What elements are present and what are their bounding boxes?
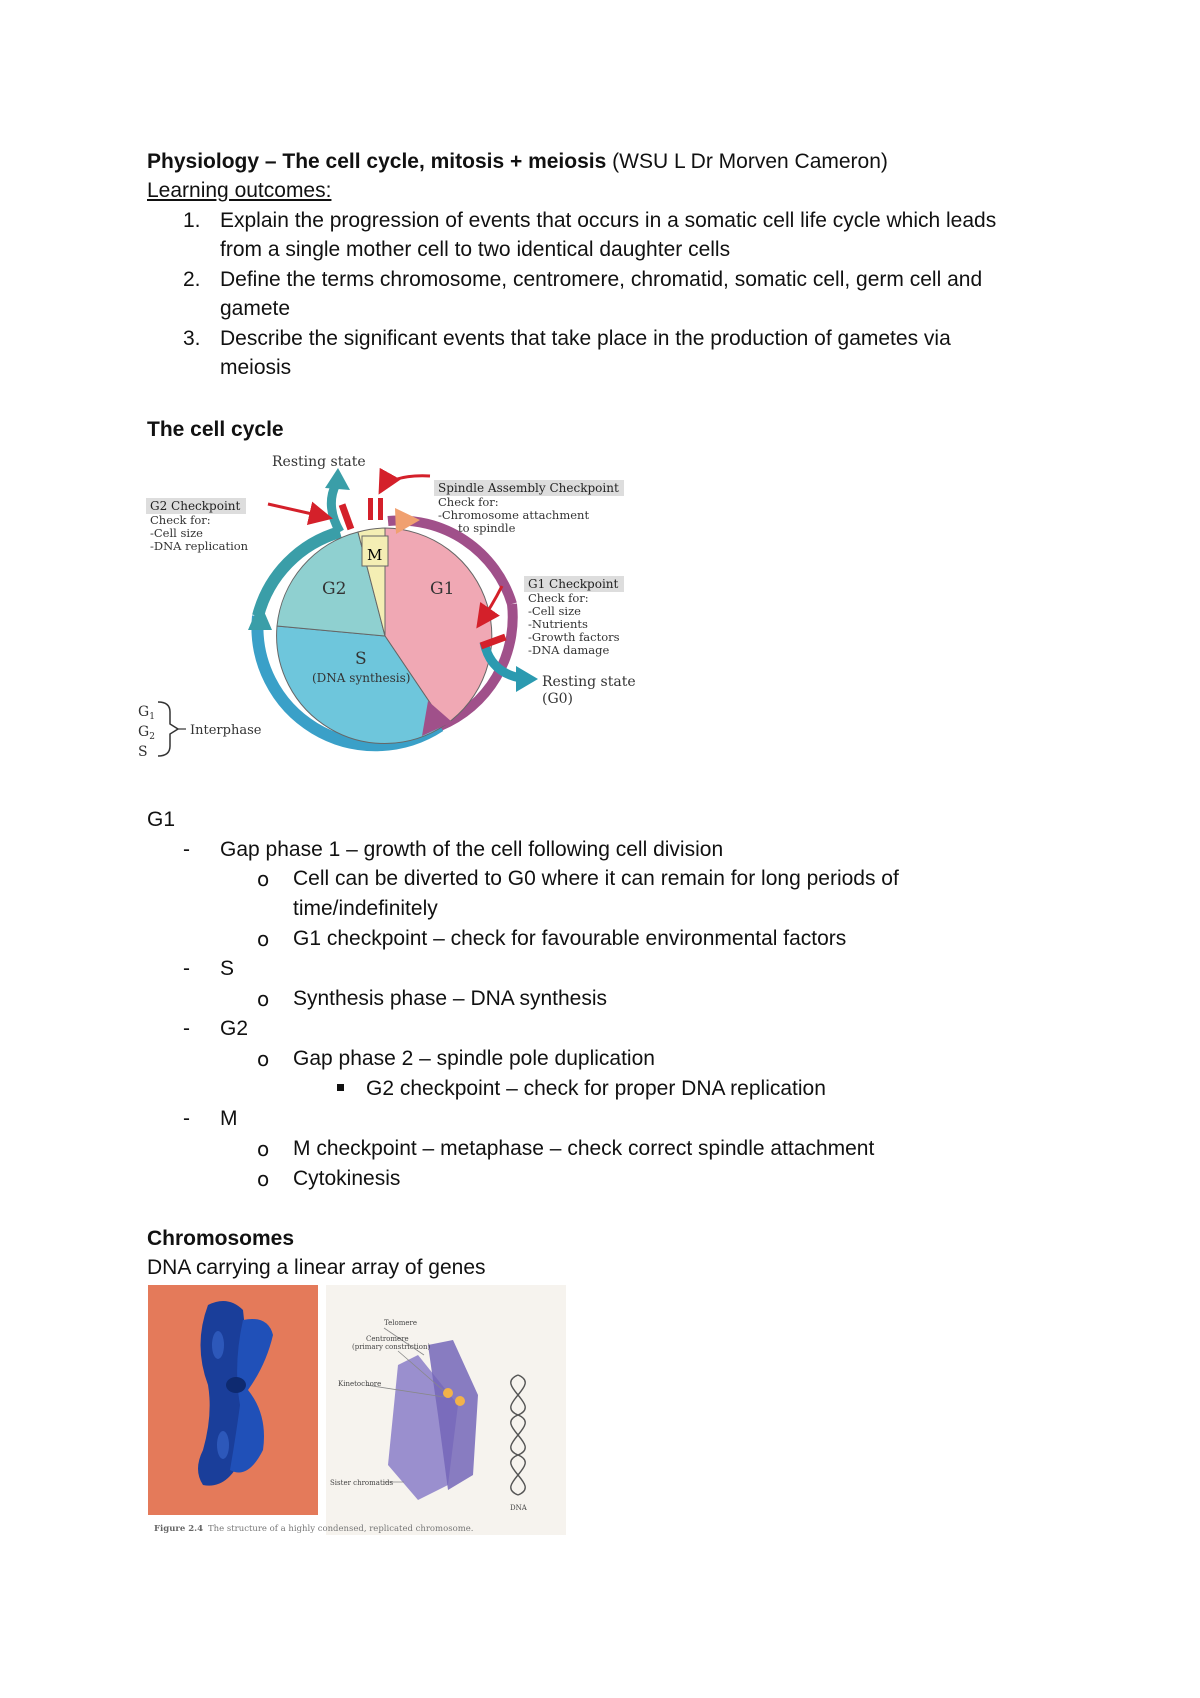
dash-marker: - <box>183 957 190 980</box>
g1-checkpoint-line: -Growth factors <box>528 630 620 644</box>
interphase-g2: $G_2$ <box>138 724 155 742</box>
phase-subsubitem: G2 checkpoint – check for proper DNA replication <box>366 1077 826 1100</box>
g2-pointer-arrow <box>268 504 330 518</box>
chromosomes-text: DNA carrying a linear array of genes <box>147 1256 486 1279</box>
outcome-text: Define the terms chromosome, centromere, chromatid, somatic cell, germ cell and <box>220 268 983 291</box>
phase-subitem: Gap phase 2 – spindle pole duplication <box>293 1047 655 1070</box>
g2-checkpoint-line: -Cell size <box>150 526 203 540</box>
dash-marker: - <box>183 1017 190 1040</box>
title-author: (WSU L Dr Morven Cameron) <box>606 150 888 173</box>
phase-item: Gap phase 1 – growth of the cell following cell division <box>220 838 724 861</box>
circle-bullet: o <box>257 1047 270 1071</box>
phase-subitem: Cell can be diverted to G0 where it can remain for long periods of <box>293 867 899 890</box>
phase-subitem: M checkpoint – metaphase – check correct spindle attachment <box>293 1137 875 1160</box>
g1-checkpoint-line: -DNA damage <box>528 643 610 657</box>
cell-cycle-heading: The cell cycle <box>147 418 284 441</box>
resting-top-arrow <box>331 484 340 532</box>
outcome-text: gamete <box>220 297 291 320</box>
phase-m-label: M <box>367 546 383 564</box>
outcome-text: Describe the significant events that take place in the production of gametes via <box>220 327 951 350</box>
interphase-g1: $G_1$ <box>138 704 155 722</box>
figure-caption: The structure of a highly condensed, replicated chromosome. <box>208 1524 474 1534</box>
phase-s-label: S <box>355 649 367 669</box>
spindle-checkpoint-line: -Chromosome attachment <box>438 508 590 522</box>
resting-state-g0-sublabel: (G0) <box>542 691 574 707</box>
label-centromere: Centromere <box>366 1335 409 1343</box>
spindle-checkpoint-bar-1 <box>368 498 373 520</box>
g1-checkpoint-line: -Nutrients <box>528 617 588 631</box>
interphase-brace <box>158 702 178 756</box>
label-kinetochore: Kinetochore <box>338 1380 382 1388</box>
outcome-number: 3. <box>183 327 201 350</box>
phase-g1-label: G1 <box>430 579 455 599</box>
phase-subitem: time/indefinitely <box>293 897 438 920</box>
interphase-s: S <box>138 744 148 760</box>
outcome-number: 1. <box>183 209 201 232</box>
title-main: Physiology – The cell cycle, mitosis + meiosis <box>147 150 607 173</box>
phase-subitem: Cytokinesis <box>293 1167 401 1190</box>
resting-state-top-label: Resting state <box>272 454 366 470</box>
circle-bullet: o <box>257 1137 270 1161</box>
label-centromere-sub: (primary constriction) <box>352 1343 431 1351</box>
g2-checkpoint-line: -DNA replication <box>150 539 249 553</box>
circle-bullet: o <box>257 927 270 951</box>
label-sister-chromatids: Sister chromatids <box>330 1479 394 1487</box>
cell-cycle-diagram <box>140 446 650 776</box>
phase-item: G2 <box>220 1017 249 1040</box>
square-bullet <box>337 1084 344 1091</box>
spindle-checkpoint-line: to spindle <box>458 521 516 535</box>
g1-checkpoint-title: G1 Checkpoint <box>528 577 619 591</box>
figure-number: Figure 2.4 <box>154 1524 204 1534</box>
chromosomes-heading: Chromosomes <box>147 1227 295 1250</box>
dash-marker: - <box>183 1107 190 1130</box>
chromosome-figure <box>148 1285 568 1555</box>
resting-top-arrowhead <box>325 468 350 490</box>
outcome-number: 2. <box>183 268 201 291</box>
resting-state-g0-label: Resting state <box>542 674 636 690</box>
spindle-checkpoint-bar-2 <box>378 498 383 520</box>
phase-s-sublabel: (DNA synthesis) <box>312 671 411 685</box>
interphase-label: Interphase <box>190 723 262 738</box>
document-title <box>147 148 888 176</box>
learning-outcomes-heading: Learning outcomes: <box>147 179 332 202</box>
label-telomere: Telomere <box>384 1319 417 1327</box>
circle-bullet: o <box>257 867 270 891</box>
resting-bottom-arrowhead <box>516 666 538 692</box>
g2-arrow <box>248 602 272 630</box>
phase-item: M <box>220 1107 238 1130</box>
phase-g2-label: G2 <box>322 579 347 599</box>
g1-checkpoint-line: Check for: <box>528 591 589 605</box>
label-dna: DNA <box>510 1504 527 1512</box>
phase-subitem: Synthesis phase – DNA synthesis <box>293 987 607 1010</box>
spindle-checkpoint-line: Check for: <box>438 495 499 509</box>
outcome-text: meiosis <box>220 356 292 379</box>
spindle-pointer-arrow <box>380 476 430 492</box>
spindle-checkpoint-title: Spindle Assembly Checkpoint <box>438 481 619 495</box>
g1-checkpoint-line: -Cell size <box>528 604 581 618</box>
g1-heading: G1 <box>147 808 176 831</box>
phase-item: S <box>220 957 235 980</box>
circle-bullet: o <box>257 1167 270 1191</box>
outcome-text: Explain the progression of events that occurs in a somatic cell life cycle which leads <box>220 209 997 232</box>
phase-subitem: G1 checkpoint – check for favourable environmental factors <box>293 927 847 950</box>
outcome-text: from a single mother cell to two identical daughter cells <box>220 238 731 261</box>
dash-marker: - <box>183 838 190 861</box>
g2-checkpoint-line: Check for: <box>150 513 211 527</box>
circle-bullet: o <box>257 987 270 1011</box>
g2-checkpoint-title: G2 Checkpoint <box>150 499 241 513</box>
